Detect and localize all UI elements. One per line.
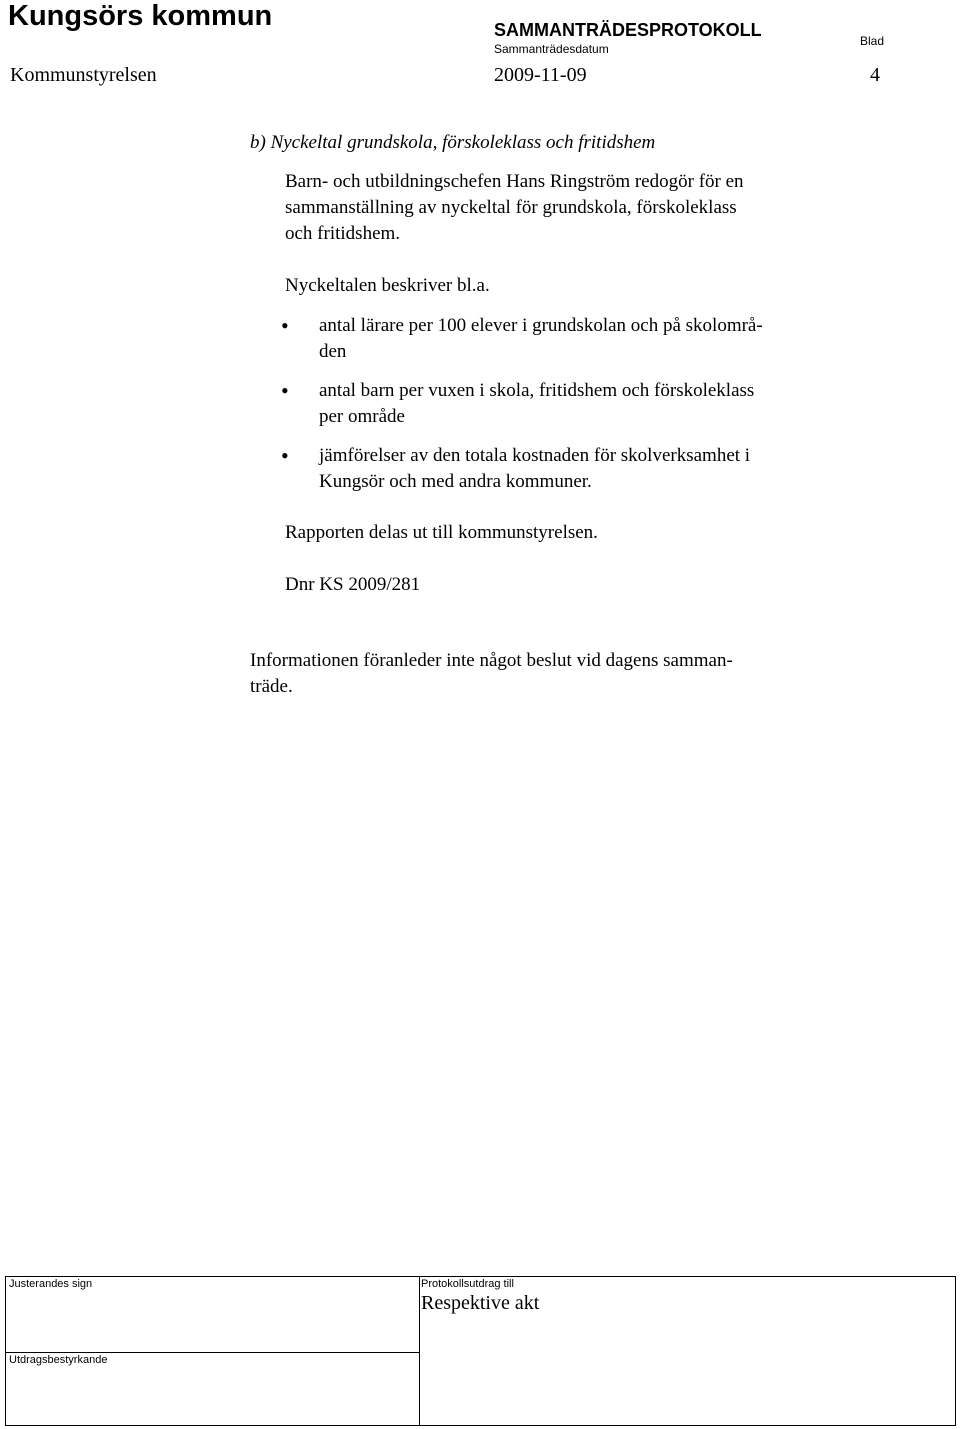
municipality-name: Kungsörs kommun [8,0,273,32]
certifier-label: Utdragsbestyrkande [9,1354,108,1366]
paragraph-line: Informationen föranleder inte något beslut vid dagens samman- [250,650,733,671]
sign-label: Justerandes sign [9,1278,93,1290]
paragraph-line: och fritidshem. [285,223,401,244]
meeting-date: 2009-11-09 [494,64,587,86]
bullet-icon: • [281,443,289,468]
document-type: SAMMANTRÄDESPROTOKOLL [494,20,762,40]
footer-divider-horizontal [6,1352,419,1353]
paragraph-decision [250,648,733,700]
page-caption: Blad [860,34,885,48]
bullet-line: jämförelser av den totala kostnaden för skolverksamhet i [319,445,751,466]
paragraph-line: sammanställning av nyckeltal för grundskola, förskoleklass [285,197,737,218]
paragraph-report: Rapporten delas ut till kommunstyrelsen. [285,522,598,543]
committee-name: Kommunstyrelsen [10,64,157,86]
bullet-line: antal barn per vuxen i skola, fritidshem och förskoleklass [319,380,755,401]
registration-number: Dnr KS 2009/281 [285,574,421,595]
extract-value: Respektive akt [421,1292,540,1314]
bullet-icon: • [281,313,289,338]
bullet-line: antal lärare per 100 elever i grundskolan och på skolområ- [319,315,763,336]
paragraph-line: Barn- och utbildningschefen Hans Ringström redogör för en [285,171,744,192]
extract-label: Protokollsutdrag till [421,1278,514,1290]
date-caption: Sammanträdesdatum [494,42,609,56]
footer-divider-vertical [419,1277,420,1425]
bullet-icon: • [281,378,289,403]
paragraph-keyfigures: Nyckeltalen beskriver bl.a. [285,275,490,296]
item-heading: b) Nyckeltal grundskola, förskoleklass och fritidshem [250,132,656,153]
bullet-item [319,313,763,365]
bullet-line: den [319,341,347,362]
bullet-item [319,443,750,495]
page-number: 4 [870,64,880,86]
paragraph-intro [285,169,744,247]
bullet-line: Kungsör och med andra kommuner. [319,471,592,492]
bullet-item [319,378,754,430]
paragraph-line: träde. [250,676,293,697]
bullet-line: per område [319,406,405,427]
